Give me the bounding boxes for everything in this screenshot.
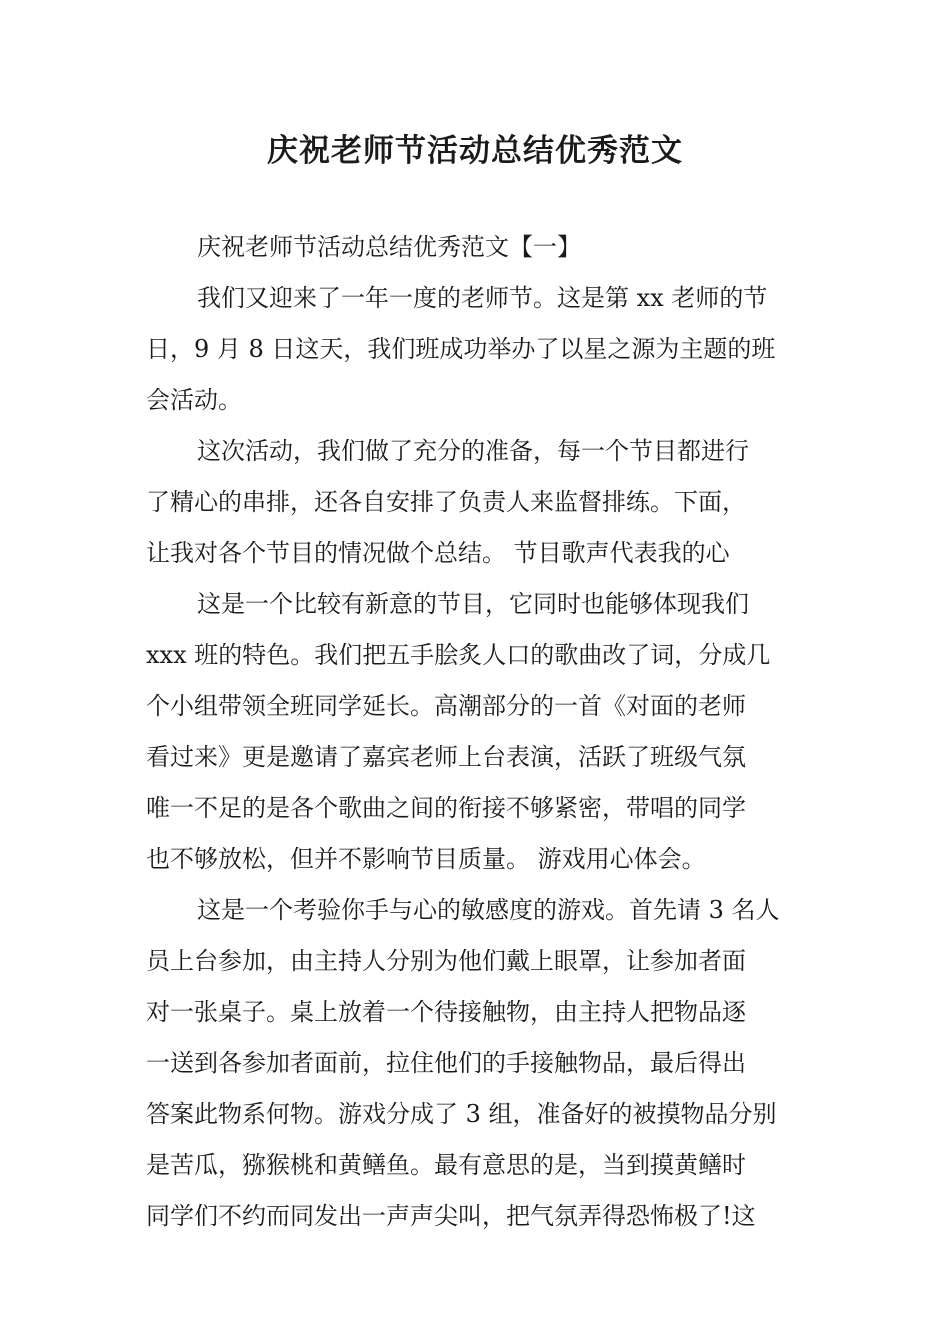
paragraph-line: 我们又迎来了一年一度的老师节。这是第 xx 老师的节 xyxy=(197,284,768,312)
paragraph-line: 这次活动，我们做了充分的准备，每一个节目都进行 xyxy=(197,437,749,465)
document-title: 庆祝老师节活动总结优秀范文 xyxy=(267,133,683,169)
paragraph-line: 日，9 月 8 日这天，我们班成功举办了以星之源为主题的班 xyxy=(146,335,776,363)
paragraph-line: 答案此物系何物。游戏分成了 3 组，准备好的被摸物品分别 xyxy=(146,1100,777,1128)
paragraph-line: 会活动。 xyxy=(146,386,242,414)
paragraph-line: 看过来》更是邀请了嘉宾老师上台表演，活跃了班级气氛 xyxy=(146,743,746,771)
paragraph-line: 个小组带领全班同学延长。高潮部分的一首《对面的老师 xyxy=(146,692,746,720)
paragraph-line: xxx 班的特色。我们把五手脍炙人口的歌曲改了词，分成几 xyxy=(146,641,771,669)
paragraph-line: 这是一个比较有新意的节目，它同时也能够体现我们 xyxy=(197,590,749,618)
paragraph-line: 了精心的串排，还各自安排了负责人来监督排练。下面， xyxy=(146,488,746,516)
paragraph-line: 这是一个考验你手与心的敏感度的游戏。首先请 3 名人 xyxy=(197,896,780,924)
paragraph-line: 也不够放松，但并不影响节目质量。 游戏用心体会。 xyxy=(146,845,706,873)
paragraph-line: 是苦瓜，猕猴桃和黄鳝鱼。最有意思的是，当到摸黄鳝时 xyxy=(146,1151,746,1179)
paragraph-line: 让我对各个节目的情况做个总结。 节目歌声代表我的心 xyxy=(146,539,730,567)
paragraph-line: 唯一不足的是各个歌曲之间的衔接不够紧密，带唱的同学 xyxy=(146,794,746,822)
paragraph-line: 员上台参加，由主持人分别为他们戴上眼罩，让参加者面 xyxy=(146,947,746,975)
paragraph-line: 一送到各参加者面前，拉住他们的手接触物品，最后得出 xyxy=(146,1049,746,1077)
paragraph-line: 同学们不约而同发出一声声尖叫，把气氛弄得恐怖极了!这 xyxy=(146,1202,756,1230)
section-heading: 庆祝老师节活动总结优秀范文【一】 xyxy=(197,233,581,261)
paragraph-line: 对一张桌子。桌上放着一个待接触物，由主持人把物品逐 xyxy=(146,998,746,1026)
